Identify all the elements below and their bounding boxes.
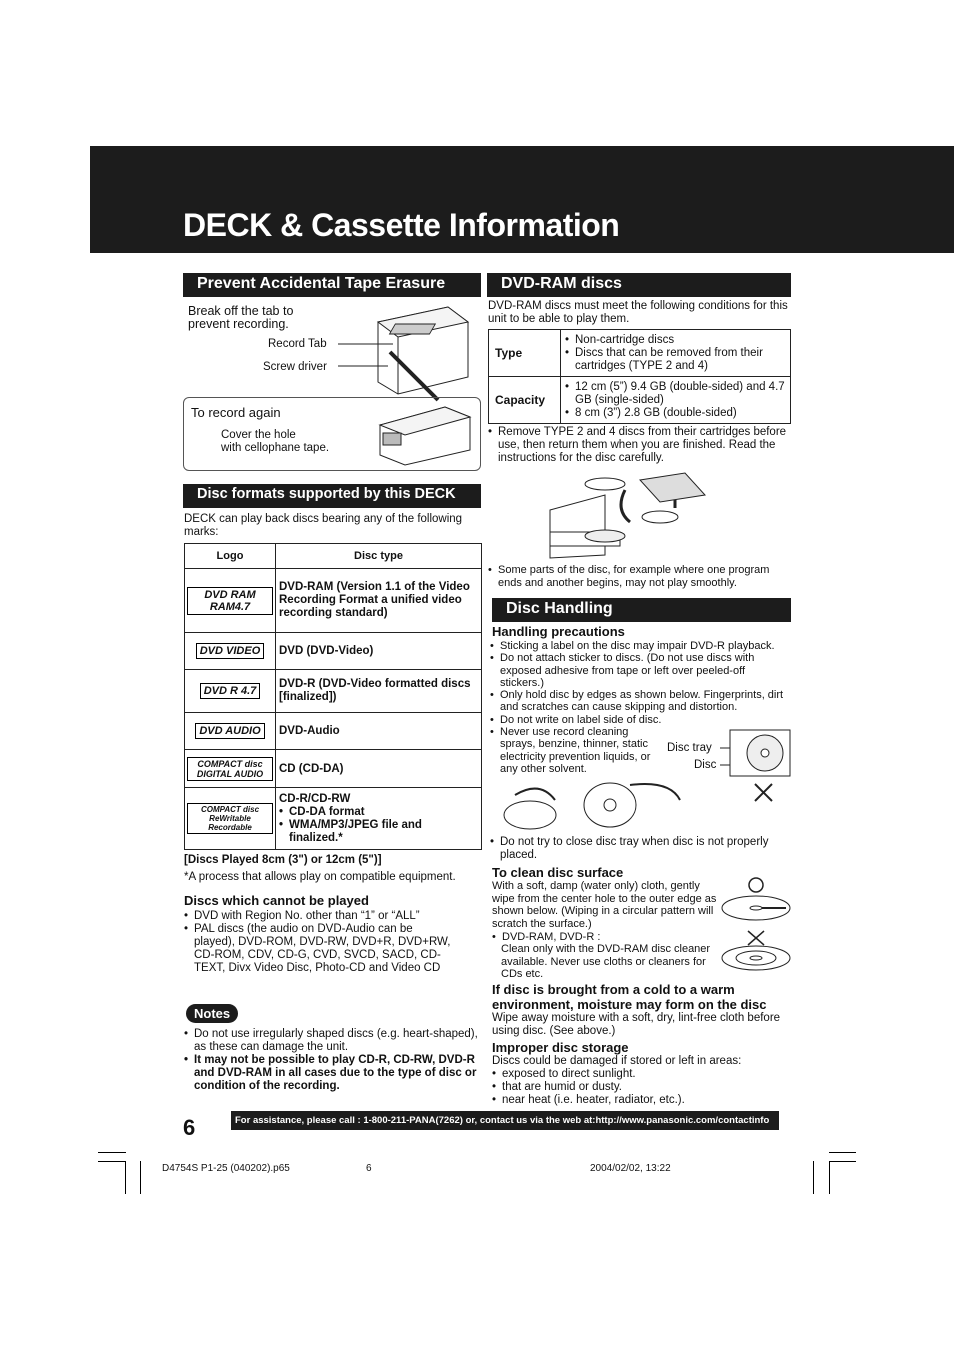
file-name: D4754S P1-25 (040202).p65 — [162, 1163, 290, 1174]
type-values — [561, 330, 791, 377]
list-item: • Do not attach sticker to discs. (Do not use discs with exposed adhesive from tape or left over peeled-off stickers.) — [490, 652, 790, 689]
cannot-play-list — [184, 910, 456, 975]
formats-intro: DECK can play back discs bearing any of the following marks: — [184, 513, 463, 538]
precautions-title: Handling precautions — [492, 624, 625, 639]
logo-cell — [185, 569, 276, 633]
clean-title: To clean disc surface — [492, 865, 624, 880]
list-item: • DVD-RAM, DVD-R : — [492, 931, 600, 944]
handling-heading: Disc Handling — [492, 598, 791, 622]
asterisk-note: *A process that allows play on compatible equipment. — [184, 871, 456, 883]
logo-cell — [185, 670, 276, 713]
table-row — [185, 633, 482, 670]
list-item: • WMA/MP3/JPEG file and finalized.* — [279, 819, 478, 845]
list-item: • near heat (i.e. heater, radiator, etc.). — [492, 1094, 685, 1107]
screw-driver-label: Screw driver — [263, 361, 327, 373]
record-tab-label: Record Tab — [268, 338, 327, 350]
break-tab-text — [188, 305, 293, 331]
col-logo: Logo — [185, 544, 276, 569]
type-label: Type — [489, 330, 561, 377]
capacity-label: Capacity — [489, 377, 561, 424]
dvd-ram-logo: DVD RAM RAM4.7 — [187, 587, 273, 615]
storage-text: Discs could be damaged if stored or left in areas: — [492, 1055, 742, 1067]
list-item: • Do not write on label side of disc. — [490, 714, 790, 726]
list-item: • 8 cm (3”) 2.8 GB (double-sided) — [565, 407, 786, 420]
dvdram-intro: DVD-RAM discs must meet the following conditions for this unit to be able to play them. — [488, 300, 788, 325]
cold-text: Wipe away moisture with a soft, dry, lint-free cloth before using disc. (See above.) — [492, 1012, 781, 1037]
program-note — [488, 564, 790, 590]
table-row — [489, 377, 791, 424]
table-row — [489, 330, 791, 377]
cassette-illustration — [338, 302, 473, 402]
cleaning-illustration — [718, 876, 794, 976]
type-list — [565, 334, 786, 373]
list-item: • Remove TYPE 2 and 4 discs from their cartridges before use, then return them when you are finished. Read the instructions for the disc carefully. — [488, 426, 790, 465]
page-title: DECK & Cassette Information — [183, 207, 620, 243]
prevent-heading: Prevent Accidental Tape Erasure — [183, 273, 481, 297]
storage-title: Improper disc storage — [492, 1040, 629, 1055]
assistance-bar: For assistance, please call : 1-800-211-PANA(7262) or, contact us via the web at:http://www.panasonic.com/contactinfo — [231, 1111, 779, 1130]
list-item: • CD-DA format — [279, 806, 478, 819]
clean-sub-text: Clean only with the DVD-RAM disc cleaner available. Never use cloths or cleaners for CDs etc. — [501, 943, 711, 980]
crop-mark — [829, 1152, 856, 1153]
table-row — [185, 670, 482, 713]
list-item: • Do not use irregularly shaped discs (e.g. heart-shaped), as these can damage the unit. — [184, 1028, 480, 1054]
break-line-1: Break off the tab to — [188, 304, 294, 318]
cover-line-1: Cover the hole — [221, 429, 296, 441]
compact-disc-logo: COMPACT disc DIGITAL AUDIO — [187, 757, 273, 781]
dvd-audio-logo: DVD AUDIO — [195, 723, 264, 739]
list-item: • Do not try to close disc tray when disc is not properly placed. — [490, 836, 790, 862]
print-date: 2004/02/02, 13:22 — [590, 1163, 671, 1174]
storage-list — [492, 1068, 685, 1107]
list-item: • It may not be possible to play CD-R, CD-RW, DVD-R and DVD-RAM in all cases due to the type of disc or condition of the recording. — [184, 1054, 480, 1093]
list-item: • 12 cm (5”) 9.4 GB (double-sided) and 4.7 GB (single-sided) — [565, 381, 786, 407]
cover-hole-text — [221, 429, 329, 455]
cassette-tape-illustration — [375, 405, 475, 467]
cd-r-rw-title: CD-R/CD-RW — [279, 792, 351, 805]
logo-cell — [185, 713, 276, 750]
cd-r-rw-bullets — [279, 806, 478, 845]
crop-mark — [829, 1161, 830, 1194]
crop-mark — [813, 1161, 814, 1194]
break-line-2: prevent recording. — [188, 317, 289, 331]
dvd-r-logo: DVD R 4.7 — [200, 683, 261, 699]
disc-type-cell: DVD-RAM (Version 1.1 of the Video Recording Format a unified video recording standard) — [276, 569, 482, 633]
dvd-video-logo: DVD VIDEO — [196, 643, 265, 659]
cold-title: If disc is brought from a cold to a warm environment, moisture may form on the disc — [492, 982, 767, 1012]
cover-line-2: with cellophane tape. — [221, 442, 330, 454]
disc-tray-illustration — [720, 728, 792, 806]
list-item: • DVD with Region No. other than “1” or “ALL” — [184, 910, 456, 923]
notes-list — [184, 1028, 480, 1093]
dvdram-conditions-table — [488, 329, 791, 424]
record-again-title: To record again — [191, 405, 281, 420]
capacity-values — [561, 377, 791, 424]
list-item: • that are humid or dusty. — [492, 1081, 685, 1094]
logo-cell — [185, 633, 276, 670]
remove-cartridge-note — [488, 426, 790, 465]
list-item: • Non-cartridge discs — [565, 334, 786, 347]
crop-mark — [140, 1161, 141, 1194]
logo-cell — [185, 750, 276, 788]
list-item: • Only hold disc by edges as shown below. Fingerprints, dirt and scratches can cause skipping and distortion. — [490, 689, 790, 714]
disc-formats-table — [184, 543, 482, 850]
logo-cell — [185, 788, 276, 850]
list-item: • exposed to direct sunlight. — [492, 1068, 685, 1081]
footer-page: 6 — [366, 1163, 372, 1174]
cd-r-rw-logo: COMPACT disc ReWritable Recordable — [187, 803, 273, 834]
list-item: • Some parts of the disc, for example where one program ends and another begins, may not play smoothly. — [488, 564, 790, 590]
hold-disc-illustration — [500, 775, 685, 833]
table-row — [185, 750, 482, 788]
list-item: • Never use record cleaning sprays, benzine, thinner, static electricity prevention liquids, or any other solvent. — [490, 726, 662, 775]
clean-text: With a soft, damp (water only) cloth, gently wipe from the center hole to the outer edge as shown below. (Wiping in a circular pattern will scratch the surface.) — [492, 880, 717, 930]
crop-mark — [98, 1161, 126, 1162]
disc-type-cell — [276, 788, 482, 850]
tray-note — [490, 836, 790, 862]
list-item: • Sticking a label on the disc may impair DVD-R playback. — [490, 640, 790, 652]
disc-tray-label: Disc tray — [667, 742, 712, 754]
crop-mark — [98, 1152, 126, 1153]
disc-type-cell: DVD-Audio — [276, 713, 482, 750]
col-disc-type: Disc type — [276, 544, 482, 569]
crop-mark — [829, 1161, 856, 1162]
list-item: • Discs that can be removed from their cartridges (TYPE 2 and 4) — [565, 347, 786, 373]
disc-type-cell: DVD-R (DVD-Video formatted discs [finalized]) — [276, 670, 482, 713]
disc-type-cell: DVD (DVD-Video) — [276, 633, 482, 670]
list-item: • PAL discs (the audio on DVD-Audio can be played), DVD-ROM, DVD-RW, DVD+R, DVD+RW, CD-ROM, CDV, CD-G, CVD, SVCD, SACD, CD-TEXT, Divx Video Disc, Photo-CD and Video CD — [184, 923, 456, 975]
notes-label: Notes — [186, 1004, 238, 1023]
discs-played-note: [Discs Played 8cm (3") or 12cm (5")] — [184, 854, 382, 866]
formats-heading: Disc formats supported by this DECK — [183, 484, 481, 508]
table-row — [185, 569, 482, 633]
table-row — [185, 713, 482, 750]
disc-type-cell: CD (CD-DA) — [276, 750, 482, 788]
table-row — [185, 788, 482, 850]
table-header-row — [185, 544, 482, 569]
capacity-list — [565, 381, 786, 420]
cannot-play-heading: Discs which cannot be played — [184, 893, 369, 908]
disc-label: Disc — [694, 759, 717, 771]
page-number: 6 — [183, 1115, 196, 1140]
disc-cartridge-illustration — [545, 470, 735, 560]
crop-mark — [125, 1161, 126, 1194]
dvdram-heading: DVD-RAM discs — [487, 273, 791, 297]
